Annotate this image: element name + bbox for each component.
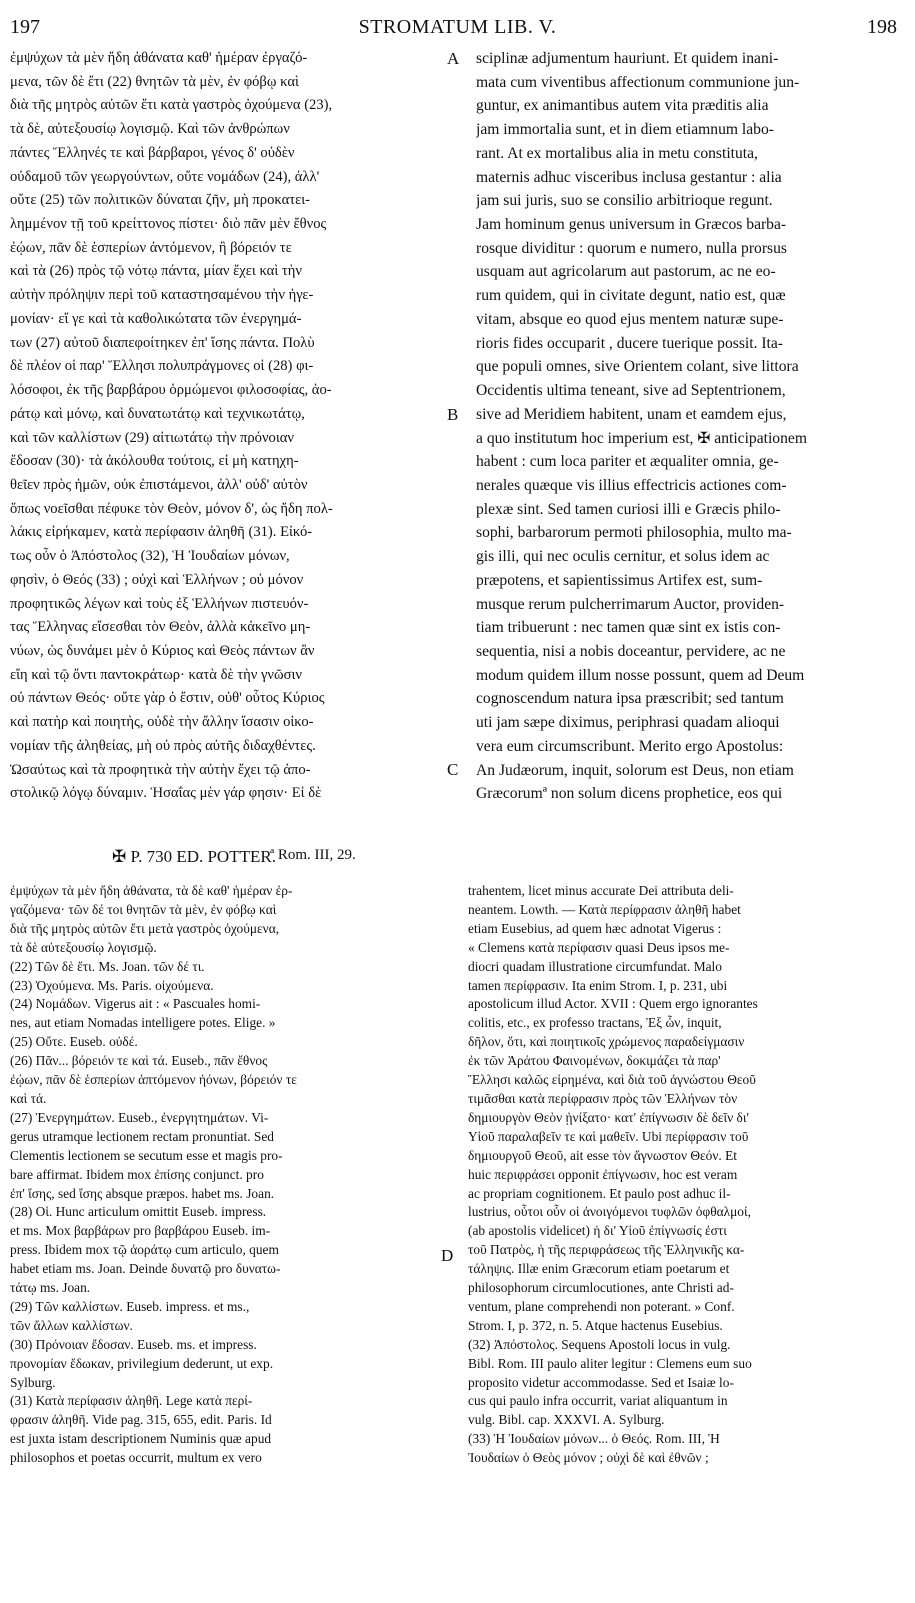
greek-text-column [10,47,442,806]
note-line: Ἰουδαίων ὁ Θεὸς μόνον ; οὐχὶ δὲ καὶ ἐθνῶν ; [468,1450,709,1466]
note-line: τιμᾶσθαι κατὰ περίφρασιν πρὸς τῶν Ἑλλήνων τὸν [468,1090,738,1106]
note-line: (27) Ἐνεργημάτων. Euseb., ἐνεργητημάτων. Vi- [10,1109,269,1125]
latin-text-line: sequentia, nisi a nobis doceantur, pervidere, ac ne [476,642,786,660]
latin-text-line: rant. At ex mortalibus alia in metu constituta, [476,144,758,162]
latin-text-line: cognoscendum natura ipsa præscribit; sed tantum [476,690,784,708]
latin-text-line: mata cum viventibus affectionum communione jun- [476,73,800,91]
running-header [0,12,915,42]
note-line: « Clemens κατὰ περίφασιν quasi Deus ipsos me- [468,939,730,955]
note-line: (28) Οἱ. Hunc articulum omittit Euseb. impress. [10,1204,267,1220]
note-line: ἐπ' ἴσης, sed ἴσης absque præpos. habet ms. Joan. [10,1185,275,1201]
greek-text-line: λημμένον τῇ τοῦ κρείττονος πίστει· διὸ πᾶν μὲν ἔθνος [10,216,327,233]
latin-text-line: sive ad Meridiem habitent, unam et eamdem ejus, [476,405,787,423]
greek-text-line: εἴη καὶ τῷ ὄντι παντοκράτωρ· κατὰ δὲ τὴν γνῶσιν [10,666,303,683]
note-line: καὶ τά. [10,1090,47,1106]
note-line: (26) Πᾶν... βόρειόν τε καὶ τά. Euseb., πᾶν ἔθνος [10,1053,268,1069]
margin-letter-a: A [447,49,460,68]
latin-text-line: habent : cum loca pariter et æqualiter omnia, ge- [476,453,779,471]
note-line: (ab apostolis videlicet) ἡ δι' Υἱοῦ ἐπίγνωσίς ἐστι [468,1223,727,1239]
scripture-reference: ª Rom. III, 29. [270,847,356,863]
greek-text-line: τας Ἕλληνας εἴσεσθαι τὸν Θεὸν, ἀλλὰ κἀκεῖνο μη- [10,619,311,636]
note-line: huic περιφράσει opponit ἐπίγνωσιν, hoc est veram [468,1166,738,1182]
note-line: (31) Κατὰ περίφασιν ἀληθῆ. Lege κατὰ περί- [10,1393,253,1409]
note-line: (30) Πρόνοιαν ἔδοσαν. Euseb. ms. et impress. [10,1336,257,1352]
latin-text-line: rosque dividitur : quorum e numero, nulla prorsus [476,239,787,257]
greek-text-line: δὲ πλέον οἱ παρ' Ἕλλησι πολυπράγμονες οἱ (28) φι- [10,358,314,375]
note-line: δημιουργοῦ Θεοῦ, ait esse τὸν ἄγνωστον Θεόν. Et [468,1147,738,1163]
footnote-reference-line [0,847,915,875]
note-line: colitis, etc., ex professo tractans, Ἐξ ὧν, inquit, [468,1015,722,1031]
margin-letter-d: D [441,1246,454,1265]
latin-text-line: jam immortalia sunt, et in diem etiamnum labo- [476,121,774,139]
greek-text-line: ἐμψύχων τὰ μὲν ἤδη ἀθάνατα καθ' ἡμέραν ἐργαζό- [10,50,308,66]
greek-text-line: καὶ τῶν καλλίστων (29) αἰτιωτάτῳ τὴν πρόνοιαν [10,429,295,446]
latin-text-line: guntur, ex animantibus autem vita præditis alia [476,97,769,115]
greek-text-line: οὐ πάντων Θεός· οὔτε γὰρ ὁ ἔστιν, οὐθ' οὗτος Κύριος [10,690,325,707]
greek-text-line: οὐδαμοῦ τῶν γεωργούντων, οὔτε νομάδων (24), ἀλλ' [10,168,320,185]
note-line: et ms. Mox βαρβάρων pro βαρβάρου Euseb. im- [10,1223,271,1239]
note-line: Strom. I, p. 372, n. 5. Atque hactenus Eusebius. [468,1317,723,1333]
note-line: προνομίαν ἔδωκαν, privilegium dederunt, ut exp. [10,1355,274,1371]
greek-text-line: λόσοφοι, ἐκ τῆς βαρβάρου ὁρμώμενοι φιλοσοφίας, ἀο- [10,382,332,399]
note-line: τῶν ἄλλων καλλίστων. [10,1317,133,1333]
note-line: ventum, plane comprehendi non poterant. » Conf. [468,1298,735,1314]
latin-text-line: nerales quæque vis illius effectricis actiones com- [476,476,787,494]
note-line: Υἱοῦ παραλαβεῖν τε καὶ μαθεῖν. Ubi περίφρασιν τοῦ [468,1128,749,1144]
note-line: nes, aut etiam Nomadas intelligere potes. Elige. » [10,1015,276,1031]
note-line: (23) Ὀχούμενα. Ms. Paris. οἰχούμενα. [10,977,214,993]
latin-text-line: musque rerum pulcherrimarum Auctor, providen- [476,595,785,613]
note-line: habet etiam ms. Joan. Deinde δυνατῷ pro δυνατω- [10,1261,281,1277]
page-number-left: 197 [10,16,40,38]
latin-text-line: a quo institutum hoc imperium est, ✠ anticipationem [476,429,807,447]
greek-text-line: οὔτε (25) τῶν πολιτικῶν δύναται ζῆν, μὴ προκατει- [10,192,311,209]
margin-letter-b: B [447,405,459,424]
latin-text-line: Jam hominum genus universum in Græcos barba- [476,216,787,234]
note-line: trahentem, licet minus accurate Dei attributa deli- [468,883,734,898]
greek-text-line: στολικῷ λόγῳ δύναμιν. Ἡσαΐας μὲν γάρ φησιν· Εἰ δὲ [10,785,322,802]
note-line: Clementis lectionem se secutum esse et magis pro- [10,1147,283,1163]
latin-text-line: uti jam sæpe diximus, periphrasi quadam alioqui [476,714,780,732]
greek-text-line: τως οὖν ὁ Ἀπόστολος (32), Ἡ Ἰουδαίων μόνων, [10,548,290,565]
latin-text-line: modum quidem illum nosse possunt, quem ad Deum [476,666,805,684]
latin-text-line: vitam, absque eo quod ejus mentem naturæ supe- [476,310,784,328]
page-number-right: 198 [867,16,897,38]
note-line: (24) Νομάδων. Vigerus ait : « Pascuales homi- [10,996,261,1012]
note-line: vulg. Bibl. cap. XXXVI. A. Sylburg. [468,1412,665,1428]
greek-text-line: πάντες Ἕλληνές τε καὶ βάρβαροι, γένος δ' οὐδὲν [10,144,295,161]
greek-text-line: μονίαν· εἴ γε καὶ τὰ καθολικώτατα τῶν ἐνεργημά- [10,310,302,327]
note-line: gerus utramque lectionem rectam pronuntiat. Sed [10,1128,275,1144]
latin-text-line: rioris fides occuparit , ducere tuerique possit. Ita- [476,334,784,352]
greek-text-line: ὅπως νοεῖσθαι πέφυκε τὸν Θεὸν, μόνον δ', ὡς ἤδη πολ- [10,500,333,517]
latin-text-line: sophi, barbarorum permoti philosophia, multo ma- [476,524,792,542]
note-line: etiam Eusebius, ad quem hæc adnotat Vigerus : [468,920,722,936]
notes-right-column [468,882,908,1468]
latin-text-line: tiam tribuerunt : nec tamen quæ sint ex istis con- [476,619,781,637]
note-line: διὰ τῆς μητρὸς αὐτῶν ἔτι μετὰ γαστρὸς ὀχούμενα, [10,920,280,936]
note-line: τὰ δὲ αὐτεξουσίῳ λογισμῷ. [10,939,157,955]
note-line: lustrius, οὗτοι οὖν οἱ ἀνοιγόμενοι τυφλῶν ὀφθαλμοί, [468,1204,751,1220]
note-line: press. Ibidem mox τῷ ἀοράτῳ cum articulo, quem [10,1242,279,1258]
note-line: δημιουργὸν Θεὸν ᾐνίξατο· κατ' ἐπίγνωσιν δὲ δεῖν δι' [468,1109,749,1125]
greek-text-line: φησὶν, ὁ Θεός (33) ; οὐχὶ καὶ Ἑλλήνων ; οὐ μόνον [10,571,304,588]
greek-text-line: προφητικῶς λέγων καὶ τοὺς ἐξ Ἑλλήνων πιστευόν- [10,595,309,612]
note-line: τάληψις. Illæ enim Græcorum etiam poetarum et [468,1261,730,1277]
running-title: STROMATUM LIB. V. [358,16,557,38]
note-line: (29) Τῶν καλλίστων. Euseb. impress. et ms., [10,1298,250,1314]
latin-text-line: vera eum circumscribunt. Merito ergo Apostolus: [476,737,784,755]
latin-text-line: rum quidem, qui in civitate degunt, natio est, quæ [476,287,786,305]
latin-text-column [476,47,905,806]
note-line: est juxta istam descriptionem Numinis quæ apud [10,1431,272,1447]
note-line: philosophorum circumlocutiones, ante Christi ad- [468,1280,734,1296]
note-line: diocri quadam illustratione circumfundat. Malo [468,958,722,974]
greek-text-line: των (27) αὐτοῦ διαπεφοίτηκεν ἐπ' ἴσης πάντα. Πολὺ [10,334,315,351]
greek-text-line: θεῖεν πρὸς ἡμῶν, οὐκ ἐπιστάμενοι, ἀλλ' οὐδ' αὐτὸν [10,476,308,493]
note-line: neantem. Lowth. — Κατὰ περίφρασιν ἀληθῆ habet [468,901,741,917]
note-line: ac propriam cognitionem. Et paulo post adhuc il- [468,1185,731,1201]
latin-text-line: maternis adhuc visceribus inclusa gestantur : alia [476,168,782,186]
greek-text-line: καὶ τὰ (26) πρὸς τῷ νότῳ πάντα, μίαν ἔχει καὶ τὴν [10,263,302,280]
greek-text-line: ράτῳ καὶ μόνῳ, καὶ δυνατωτάτῳ καὶ τεχνικωτάτῳ, [10,405,305,422]
note-line: ἐμψύχων τὰ μὲν ἤδη ἀθάνατα, τὰ δὲ καθ' ἡμέραν ἐρ- [10,883,293,898]
note-line: Sylburg. [10,1374,56,1390]
note-line: (25) Οὔτε. Euseb. οὐδέ. [10,1034,138,1050]
edition-reference: ✠ P. 730 ED. POTTER. [112,847,276,866]
note-line: ἐῴων, πᾶν δὲ ἑσπερίων ἁπτόμενον ἠόνων, βόρειόν τε [10,1072,297,1088]
note-line: Bibl. Rom. III paulo aliter legitur : Clemens eum suo [468,1355,752,1371]
note-line: τάτῳ ms. Joan. [10,1280,91,1296]
greek-text-line: λάκις εἰρήκαμεν, κατὰ περίφασιν ἀληθῆ (31). Εἰκό- [10,524,313,541]
note-line: tamen περίφρασιν. Ita enim Strom. I, p. 231, ubi [468,977,728,993]
note-line: τοῦ Πατρὸς, ἡ τῆς περιφράσεως τῆς Ἑλληνικῆς κα- [468,1242,745,1258]
latin-text-line: Græcorumª non solum dicens prophetice, eos qui [476,785,783,803]
note-line: cus qui paulo infra occurrit, variat aliquantum in [468,1393,728,1409]
margin-letter-c: C [447,760,459,779]
note-line: (22) Τῶν δὲ ἔτι. Ms. Joan. τῶν δέ τι. [10,958,205,974]
greek-text-line: μενα, τῶν δὲ ἔτι (22) θνητῶν τὰ μὲν, ἐν φόβῳ καὶ [10,73,299,90]
greek-text-line: τὰ δὲ, αὐτεξουσίῳ λογισμῷ. Καὶ τῶν ἀνθρώπων [10,121,290,138]
greek-text-line: καὶ πατὴρ καὶ ποιητὴς, οὐδὲ τὴν ἄλλην ἴσασιν οἰκο- [10,714,314,731]
note-line: proposito videtur accommodasse. Sed et Isaiæ lo- [468,1374,734,1390]
greek-text-line: αὐτὴν πρόληψιν περὶ τοῦ καταστησαμένου τὴν ἡγε- [10,287,314,304]
note-line: (33) Ἡ Ἰουδαίων μόνων... ὁ Θεός. Rom. III, Ἡ [468,1431,720,1447]
notes-left-column [10,882,442,1468]
note-line: ἐκ τῶν Ἀράτου Φαινομένων, δοκιμάζει τὰ παρ' [468,1053,721,1069]
latin-text-line: præpotens, et sapientissimus Artifex est, sum- [476,571,763,589]
latin-text-line: Occidentis ultima teneant, sive ad Septentrionem, [476,382,786,400]
note-line: philosophos et poetas occurrit, multum ex vero [10,1450,262,1466]
latin-text-line: que populi omnes, sive Orientem colant, sive littora [476,358,799,376]
greek-text-line: ἐῴων, πᾶν δὲ ἑσπερίων ἀντόμενον, ἢ βόρειόν τε [10,239,292,256]
greek-text-line: ἔδοσαν (30)· τὰ ἀκόλουθα τούτοις, εἰ μὴ κατηχη- [10,453,299,470]
note-line: γαζόμενα· τῶν δέ τοι θνητῶν τὰ μὲν, ἐν φόβῳ καὶ [10,901,277,917]
note-line: bare affirmat. Ibidem mox ἐπίσης conjunct. pro [10,1166,264,1182]
note-line: δῆλον, ὅτι, καὶ ποιητικοῖς χρώμενος παραδείγμασιν [468,1034,745,1050]
latin-text-line: sciplinæ adjumentum hauriunt. Et quidem inani- [476,50,779,67]
latin-text-line: jam sui juris, suo se consilio arbitrioque regunt. [476,192,773,210]
note-line: φρασιν ἀληθῆ. Vide pag. 315, 655, edit. Paris. Id [10,1412,272,1428]
greek-text-line: Ὡσαύτως καὶ τὰ προφητικὰ τὴν αὐτὴν ἔχει τῷ ἀπο- [10,761,311,778]
latin-text-line: plexæ sint. Sed tamen curiosi illi e Græcis philo- [476,500,781,518]
greek-text-line: νομίαν τῆς ἀληθείας, μὴ οὐ πρὸς αὐτῆς διδαχθέντες. [10,737,316,754]
greek-text-line: νύων, ὡς δυνάμει μὲν ὁ Κύριος καὶ Θεὸς πάντων ἂν [10,642,315,659]
greek-text-line: διὰ τῆς μητρὸς αὐτῶν ἔτι κατὰ γαστρὸς ὀχούμενα (23), [10,97,333,114]
latin-text-line: An Judæorum, inquit, solorum est Deus, non etiam [476,761,794,779]
latin-text-line: usquam aut agricolarum aut pastorum, ac ne eo- [476,263,776,281]
note-line: Ἕλλησι καλῶς εἰρημένα, καὶ διὰ τοῦ ἀγνώστου Θεοῦ [468,1072,756,1088]
note-line: apostolicum illud Actor. XVII : Quem ergo ignorantes [468,996,758,1012]
note-line: (32) Ἀπόστολος. Sequens Apostoli locus in vulg. [468,1336,731,1352]
latin-text-line: gis illi, qui nec oculis cernitur, et solus idem ac [476,548,770,566]
